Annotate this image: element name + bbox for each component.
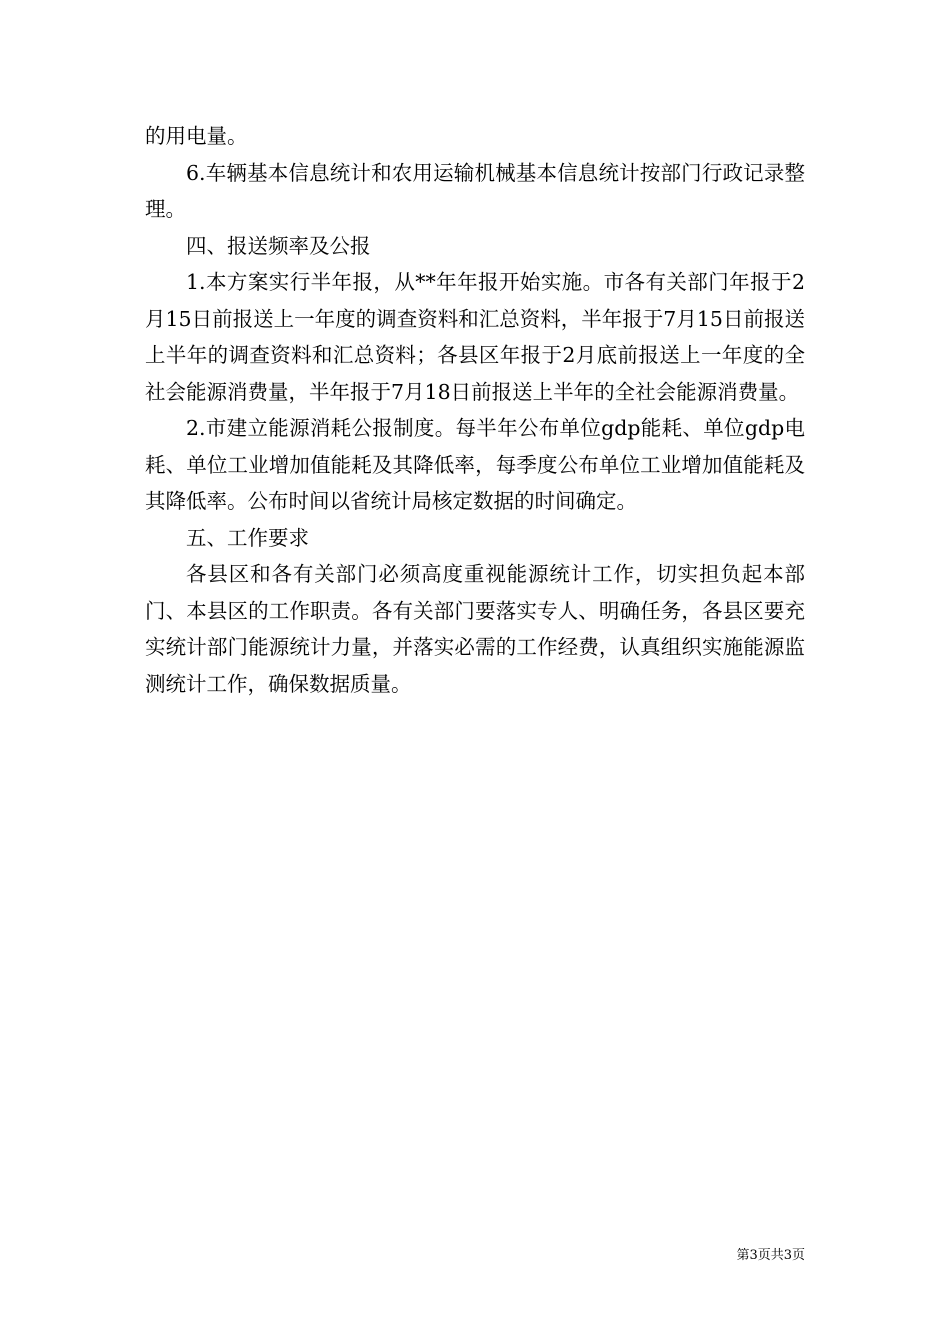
paragraph-requirements: 各县区和各有关部门必须高度重视能源统计工作，切实担负起本部门、本县区的工作职责。各有关部门要落实专人、明确任务，各县区要充实统计部门能源统计力量，并落实必需的工作经费，认真组织实施能源监测统计工作，确保数据质量。 (145, 562, 805, 696)
paragraph-item-2: 2.市建立能源消耗公报制度。每半年公布单位gdp能耗、单位gdp电耗、单位工业增加值能耗及其降低率，每季度公布单位工业增加值能耗及其降低率。公布时间以省统计局核定数据的时间确定。 (145, 416, 805, 513)
document-body (145, 118, 805, 702)
section-heading-5: 五、工作要求 (186, 525, 309, 550)
paragraph-item-1: 1.本方案实行半年报，从**年年报开始实施。市各有关部门年报于2月15日前报送上一年度的调查资料和汇总资料，半年报于7月15日前报送上半年的调查资料和汇总资料；各县区年报于2月底前报送上一年度的全社会能源消费量，半年报于7月18日前报送上半年的全社会能源消费量。 (145, 270, 805, 404)
page-number-footer: 第3页共3页 (736, 1248, 805, 1263)
paragraph-continuation: 的用电量。 (145, 124, 248, 148)
section-heading-4: 四、报送频率及公报 (186, 233, 371, 258)
paragraph-item-6: 6.车辆基本信息统计和农用运输机械基本信息统计按部门行政记录整理。 (145, 160, 805, 221)
